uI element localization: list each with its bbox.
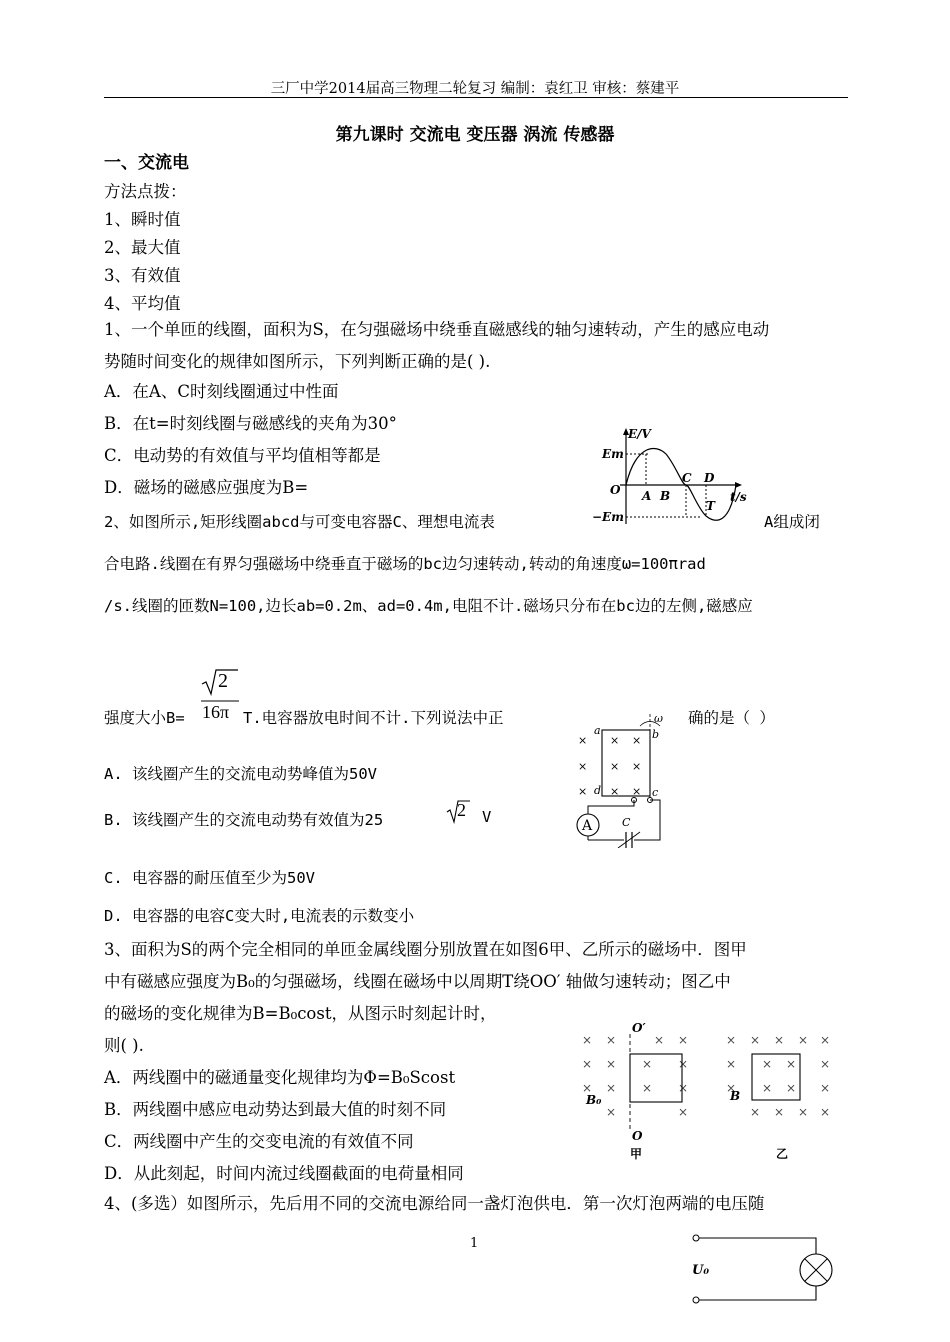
q3-cross: ×: [678, 1105, 689, 1119]
q2-frac-den: 16π: [202, 702, 230, 722]
q3-cross: ×: [786, 1057, 797, 1071]
q2-option-b-sqrt: [446, 798, 470, 828]
q3-line3: 的磁场的变化规律为B=B₀cost，从图示时刻起计时，: [104, 1004, 497, 1023]
q4-line1: 4、(多选）如图所示，先后用不同的交流电源给同一盏灯泡供电．第一次灯泡两端的电压随: [104, 1194, 765, 1213]
q2-line4b: T.电容器放电时间不计.下列说法中正: [243, 709, 504, 727]
q3-b-label: B: [730, 1089, 741, 1103]
q1-emf-graph: [590, 424, 770, 530]
q2-option-b-unit: V: [482, 808, 492, 826]
q3-option-d: D．从此刻起，时间内流过线圈截面的电荷量相同: [104, 1164, 464, 1183]
q2-capacitor-label: C: [622, 816, 631, 829]
q2-field-cross: ×: [578, 785, 588, 798]
q3-cross: ×: [798, 1033, 809, 1047]
q3-cross: ×: [786, 1081, 797, 1095]
q3-cross: ×: [678, 1081, 689, 1095]
q2-field-cross: ×: [610, 760, 620, 773]
q2-option-b-radicand: 2: [457, 800, 466, 820]
q3-cross: ×: [582, 1033, 593, 1047]
q2-option-b: B. 该线圈产生的交流电动势有效值为25: [104, 811, 384, 829]
q3-cross: ×: [820, 1033, 831, 1047]
point-maximum: 2、最大值: [104, 238, 181, 257]
q2-line3: /s.线圈的匝数N=100,边长ab=0.2m、ad=0.4m,电阻不计.磁场只分布在bc边的左侧,磁感应: [104, 597, 753, 615]
q1-option-c: C．电动势的有效值与平均值相等都是: [104, 446, 381, 465]
q1-neg-em-label: −Em: [592, 510, 624, 524]
q3-cross: ×: [820, 1105, 831, 1119]
q1-stem-line1: 1、一个单匝的线圈，面积为S，在匀强磁场中绕垂直磁感线的轴匀速转动，产生的感应电动: [104, 320, 770, 339]
q2-line1b: A组成闭: [764, 513, 820, 531]
q1-origin-label: O: [610, 483, 621, 497]
q3-axis-bottom: O: [632, 1129, 643, 1143]
q1-point-c: C: [682, 471, 692, 485]
q2-circuit-figure: [568, 708, 678, 848]
q3-cross: ×: [582, 1081, 593, 1095]
page-number: 1: [470, 1236, 479, 1251]
q2-line4c: 确的是（ ）: [688, 709, 775, 727]
q1-stem-line2: 势随时间变化的规律如图所示，下列判断正确的是( ).: [104, 352, 491, 371]
q2-option-c: C. 电容器的耐压值至少为50V: [104, 869, 315, 887]
q3-cross: ×: [678, 1057, 689, 1071]
q2-field-cross: ×: [632, 734, 642, 747]
q3-cross: ×: [642, 1057, 653, 1071]
q3-cross: ×: [750, 1105, 761, 1119]
q1-em-label: Em: [602, 447, 624, 461]
q2-frac-num: 2: [218, 670, 228, 692]
q3-cross: ×: [654, 1033, 665, 1047]
q3-caption-yi: 乙: [776, 1147, 789, 1161]
q3-cross: ×: [762, 1057, 773, 1071]
point-instantaneous: 1、瞬时值: [104, 210, 181, 229]
q3-cross: ×: [606, 1033, 617, 1047]
method-label: 方法点拨：: [104, 182, 187, 201]
q3-cross: ×: [642, 1081, 653, 1095]
q3-line2: 中有磁感应强度为B₀的匀强磁场，线圈在磁场中以周期T绕OO′ 轴做匀速转动；图乙中: [104, 972, 731, 991]
q1-axis-y-label: E/V: [628, 427, 651, 441]
q1-option-a: A．在A、C时刻线圈通过中性面: [104, 382, 339, 401]
q3-cross: ×: [606, 1057, 617, 1071]
q1-option-d: D．磁场的磁感应强度为B=: [104, 478, 309, 497]
q2-line2: 合电路.线圈在有界匀强磁场中绕垂直于磁场的bc边匀速转动,转动的角速度ω=100πrad: [104, 555, 706, 573]
q2-field-cross: ×: [632, 760, 642, 773]
q2-vertex-c: c: [652, 786, 659, 799]
q4-lamp-circuit: [682, 1226, 842, 1306]
section-heading: 一、交流电: [104, 153, 189, 173]
q3-cross: ×: [678, 1033, 689, 1047]
q2-option-d: D. 电容器的电容C变大时,电流表的示数变小: [104, 907, 415, 925]
q2-field-cross: ×: [578, 734, 588, 747]
q3-line1: 3、面积为S的两个完全相同的单匝金属线圈分别放置在如图6甲、乙所示的磁场中．图甲: [104, 940, 747, 959]
point-average: 4、平均值: [104, 294, 181, 313]
q2-b-fraction: [200, 664, 240, 728]
q1-axis-x-label: t/s: [730, 490, 747, 504]
q2-vertex-d: d: [594, 784, 602, 797]
q3-cross: ×: [820, 1057, 831, 1071]
q3-cross: ×: [750, 1033, 761, 1047]
q3-cross: ×: [606, 1105, 617, 1119]
q2-option-a: A. 该线圈产生的交流电动势峰值为50V: [104, 765, 377, 783]
q2-vertex-b: b: [652, 728, 660, 741]
q3-cross: ×: [798, 1105, 809, 1119]
q1-point-d: D: [704, 471, 715, 485]
lesson-title: 第九课时 交流电 变压器 涡流 传感器: [335, 125, 615, 145]
q3-cross: ×: [606, 1081, 617, 1095]
q2-field-cross: ×: [578, 760, 588, 773]
q2-ammeter-label: A: [582, 818, 593, 834]
q2-field-cross: ×: [610, 734, 620, 747]
q1-period-label: T: [706, 499, 715, 513]
q3-cross: ×: [726, 1081, 737, 1095]
q1-point-a: A: [642, 489, 652, 503]
q2-line1a: 2、如图所示,矩形线圈abcd与可变电容器C、理想电流表: [104, 513, 495, 531]
q3-caption-jia: 甲: [630, 1147, 643, 1161]
q4-u0-label: U₀: [692, 1263, 710, 1278]
q3-option-a: A．两线圈中的磁通量变化规律均为Φ=B₀Scost: [104, 1068, 456, 1087]
header-rule: [104, 97, 848, 98]
q3-b0-label: B₀: [586, 1093, 602, 1107]
q2-field-cross: ×: [610, 785, 620, 798]
q3-cross: ×: [774, 1105, 785, 1119]
q3-line4: 则( ).: [104, 1036, 144, 1055]
q3-option-b: B．两线圈中感应电动势达到最大值的时刻不同: [104, 1100, 447, 1119]
q1-option-b: B．在t=时刻线圈与磁感线的夹角为30°: [104, 414, 397, 433]
page-header: 三厂中学2014届高三物理二轮复习 编制：袁红卫 审核：蔡建平: [270, 81, 680, 97]
point-effective: 3、有效值: [104, 266, 181, 285]
q3-axis-top: O′: [632, 1021, 646, 1035]
q3-cross: ×: [726, 1033, 737, 1047]
q2-vertex-a: a: [594, 724, 601, 737]
q3-cross: ×: [774, 1033, 785, 1047]
q3-cross: ×: [762, 1081, 773, 1095]
q3-option-c: C．两线圈中产生的交变电流的有效值不同: [104, 1132, 414, 1151]
q3-cross: ×: [820, 1081, 831, 1095]
q2-field-cross: ×: [632, 785, 642, 798]
q3-cross: ×: [582, 1057, 593, 1071]
q3-cross: ×: [726, 1057, 737, 1071]
q2-omega-label: ω: [654, 712, 663, 725]
q1-point-b: B: [660, 489, 671, 503]
q3-field-figure: [576, 1016, 838, 1164]
q2-line4a: 强度大小B=: [104, 709, 185, 727]
